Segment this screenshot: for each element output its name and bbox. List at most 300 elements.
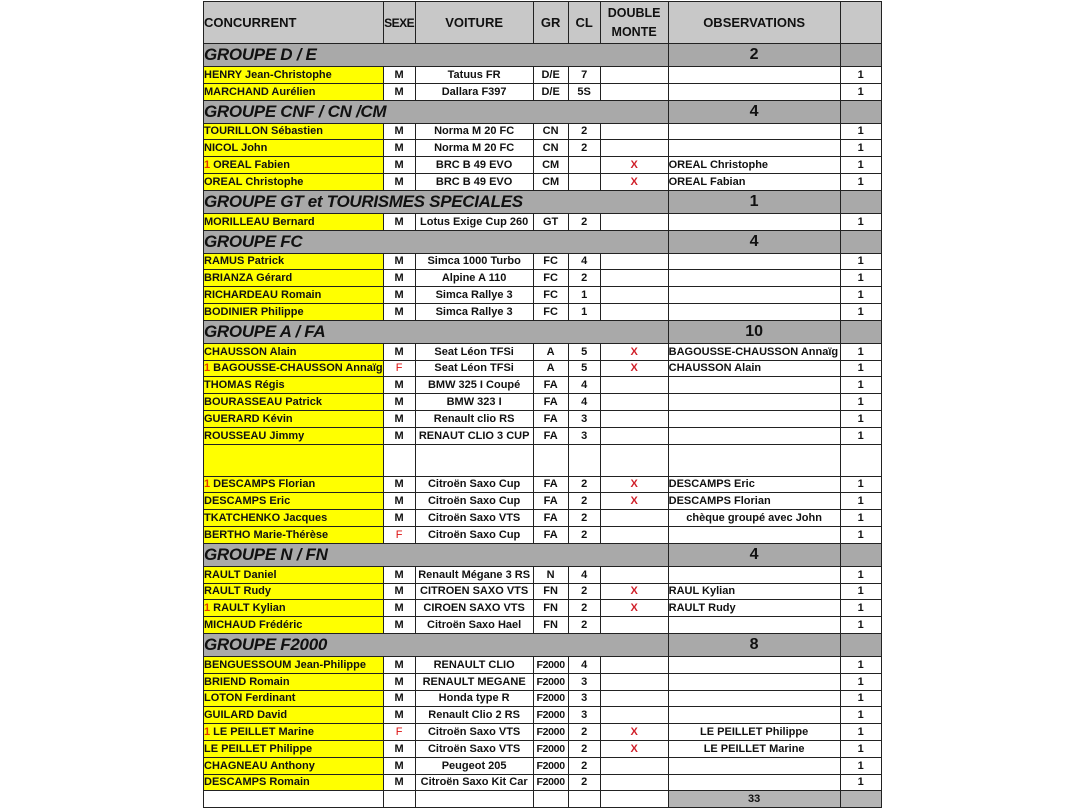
cell-gr: FC: [533, 287, 568, 304]
cell-gr: FA: [533, 476, 568, 493]
cell-voiture: Simca 1000 Turbo: [415, 253, 533, 270]
cell-double-monte: [600, 656, 668, 673]
table-row: [204, 360, 882, 377]
cell-double-monte: [600, 583, 668, 600]
table-body: [204, 44, 882, 808]
cell-count: 1: [840, 566, 881, 583]
cell-observations: [668, 140, 840, 157]
driver-name: GUILARD David: [204, 709, 288, 722]
group-title: GROUPE D / E: [204, 44, 669, 67]
double-monte-mark: X: [630, 495, 638, 508]
cell-voiture: Citroën Saxo VTS: [415, 740, 533, 757]
group-count: 10: [668, 320, 840, 343]
cell-double-monte: [600, 476, 668, 493]
cell-count: 1: [840, 377, 881, 394]
cell-observations: RAULT Rudy: [668, 600, 840, 617]
table-row: [204, 493, 882, 510]
cell-concurrent: [204, 510, 384, 527]
cell-cl: 2: [568, 740, 600, 757]
cell-count: 1: [840, 774, 881, 791]
group-header-row: [204, 633, 882, 656]
cell-observations: DESCAMPS Florian: [668, 493, 840, 510]
cell-observations: [668, 707, 840, 724]
cell-gr: A: [533, 343, 568, 360]
driver-name: RAULT Daniel: [204, 568, 277, 581]
cell-count: 1: [840, 583, 881, 600]
cell-gr: FA: [533, 510, 568, 527]
double-monte-mark: X: [630, 602, 638, 615]
table-row: [204, 566, 882, 583]
cell-voiture: Renault clio RS: [415, 410, 533, 427]
cell-sexe: M: [383, 253, 415, 270]
cell-observations: [668, 303, 840, 320]
cell-gr: FC: [533, 270, 568, 287]
group-count: 4: [668, 230, 840, 253]
cell-voiture: RENAULT MEGANE: [415, 673, 533, 690]
cell-gr: D/E: [533, 83, 568, 100]
cell-voiture: Citroën Saxo Hael: [415, 617, 533, 634]
group-count: 1: [668, 190, 840, 213]
cell-observations: [668, 253, 840, 270]
group-count: 4: [668, 543, 840, 566]
cell-cl: 2: [568, 526, 600, 543]
cell-sexe: M: [383, 493, 415, 510]
cell-voiture: BMW 325 I Coupé: [415, 377, 533, 394]
cell-gr: FA: [533, 410, 568, 427]
group-header-row: [204, 230, 882, 253]
cell-sexe: [383, 444, 415, 476]
cell-double-monte: [600, 673, 668, 690]
cell-gr: CM: [533, 157, 568, 174]
cell-count: 1: [840, 410, 881, 427]
cell-observations: [668, 444, 840, 476]
cell-cl: 3: [568, 690, 600, 707]
cell-double-monte: [600, 140, 668, 157]
cell-voiture: Dallara F397: [415, 83, 533, 100]
cell-double-monte: [600, 757, 668, 774]
cell-observations: [668, 757, 840, 774]
table-row: [204, 757, 882, 774]
cell-double-monte: [600, 690, 668, 707]
double-monte-mark: X: [630, 345, 638, 358]
cell-gr: F2000: [533, 724, 568, 741]
cell-concurrent: [204, 724, 384, 741]
cell-voiture: Norma M 20 FC: [415, 123, 533, 140]
table-row: [204, 740, 882, 757]
cell-concurrent: [204, 360, 384, 377]
cell-count: 1: [840, 690, 881, 707]
cell-double-monte: [600, 360, 668, 377]
cell-voiture: Citroën Saxo Kit Car: [415, 774, 533, 791]
driver-name: RAULT Kylian: [213, 602, 286, 615]
table-row: [204, 707, 882, 724]
first-driver-marker: 1: [204, 478, 211, 491]
cell-concurrent: [204, 673, 384, 690]
cell-voiture: Peugeot 205: [415, 757, 533, 774]
cell-concurrent: [204, 123, 384, 140]
cell-sexe: M: [383, 617, 415, 634]
cell-sexe: M: [383, 656, 415, 673]
cell-sexe: F: [383, 724, 415, 741]
cell-cl: 2: [568, 617, 600, 634]
cell-cl: [568, 173, 600, 190]
cell-double-monte: [600, 253, 668, 270]
driver-name: RAMUS Patrick: [204, 255, 285, 268]
cell-observations: [668, 617, 840, 634]
cell-gr: F2000: [533, 757, 568, 774]
cell-cl: 2: [568, 140, 600, 157]
first-driver-marker: 1: [204, 602, 211, 615]
table-row: [204, 253, 882, 270]
cell-concurrent: [204, 493, 384, 510]
cell-concurrent: [204, 774, 384, 791]
cell-voiture: Norma M 20 FC: [415, 140, 533, 157]
cell-count: 1: [840, 617, 881, 634]
cell-observations: [668, 690, 840, 707]
cell-concurrent: [204, 656, 384, 673]
cell-sexe: M: [383, 67, 415, 84]
driver-name: BERTHO Marie-Thérèse: [204, 528, 329, 541]
group-title: GROUPE N / FN: [204, 543, 669, 566]
cell-count: 1: [840, 673, 881, 690]
cell-gr: CN: [533, 140, 568, 157]
cell-concurrent: [204, 526, 384, 543]
double-monte-mark: X: [630, 742, 638, 755]
cell-cl: 4: [568, 377, 600, 394]
cell-sexe: M: [383, 83, 415, 100]
cell-gr: F2000: [533, 740, 568, 757]
cell-voiture: BRC B 49 EVO: [415, 173, 533, 190]
header-row: [204, 2, 882, 44]
driver-name: DESCAMPS Romain: [204, 776, 310, 789]
cell-voiture: Citroën Saxo Cup: [415, 493, 533, 510]
group-title: GROUPE GT et TOURISMES SPECIALES: [204, 190, 669, 213]
cell-observations: [668, 377, 840, 394]
cell-cl: 2: [568, 493, 600, 510]
driver-name: LOTON Ferdinant: [204, 692, 296, 705]
cell-voiture: [415, 444, 533, 476]
cell-cl: 1: [568, 287, 600, 304]
table-row: [204, 600, 882, 617]
cell-sexe: M: [383, 476, 415, 493]
group-header-row: [204, 543, 882, 566]
cell-sexe: M: [383, 287, 415, 304]
cell-cl: 3: [568, 673, 600, 690]
cell-observations: [668, 410, 840, 427]
cell-observations: DESCAMPS Eric: [668, 476, 840, 493]
cell-concurrent: [204, 67, 384, 84]
cell-observations: OREAL Fabian: [668, 173, 840, 190]
cell-count: [840, 444, 881, 476]
cell-double-monte: [600, 444, 668, 476]
group-title: GROUPE A / FA: [204, 320, 669, 343]
cell-sexe: M: [383, 427, 415, 444]
cell-sexe: M: [383, 757, 415, 774]
table-row: [204, 583, 882, 600]
cell-sexe: M: [383, 123, 415, 140]
driver-name: OREAL Fabien: [213, 159, 290, 172]
cell-sexe: M: [383, 673, 415, 690]
group-header-row: [204, 100, 882, 123]
cell-cl: 2: [568, 600, 600, 617]
cell-double-monte: [600, 394, 668, 411]
cell-cl: 2: [568, 774, 600, 791]
cell-observations: chèque groupé avec John: [668, 510, 840, 527]
cell-observations: [668, 67, 840, 84]
cell-concurrent: [204, 583, 384, 600]
cell-observations: LE PEILLET Marine: [668, 740, 840, 757]
cell-voiture: Citroën Saxo VTS: [415, 510, 533, 527]
cell-double-monte: [600, 270, 668, 287]
group-count-spacer: [840, 230, 881, 253]
driver-name: BOURASSEAU Patrick: [204, 396, 322, 409]
cell-double-monte: [600, 377, 668, 394]
cell-double-monte: [600, 157, 668, 174]
cell-concurrent: [204, 566, 384, 583]
driver-name: DESCAMPS Eric: [204, 495, 291, 508]
cell-voiture: Alpine A 110: [415, 270, 533, 287]
cell-sexe: M: [383, 740, 415, 757]
cell-count: 1: [840, 510, 881, 527]
cell-concurrent: [204, 600, 384, 617]
driver-name: TOURILLON Sébastien: [204, 125, 323, 138]
cell-double-monte: [600, 566, 668, 583]
driver-name: THOMAS Régis: [204, 379, 285, 392]
table-row: [204, 427, 882, 444]
cell-concurrent: [204, 410, 384, 427]
cell-sexe: M: [383, 377, 415, 394]
cell-concurrent: [204, 377, 384, 394]
cell-cl: 2: [568, 583, 600, 600]
cell-concurrent: [204, 707, 384, 724]
cell-cl: 4: [568, 253, 600, 270]
header-double-line2: MONTE: [611, 24, 657, 39]
cell-sexe: M: [383, 173, 415, 190]
first-driver-marker: 1: [204, 362, 211, 375]
table-row: [204, 157, 882, 174]
driver-name: LE PEILLET Philippe: [204, 742, 313, 755]
cell-count: 1: [840, 600, 881, 617]
group-count: 4: [668, 100, 840, 123]
header-sexe: SEXE: [383, 2, 415, 44]
table-row: [204, 510, 882, 527]
cell-concurrent: [204, 617, 384, 634]
table-row: [204, 343, 882, 360]
table-row: [204, 213, 882, 230]
table-row: [204, 303, 882, 320]
header-double-monte: [600, 2, 668, 44]
table-row: [204, 656, 882, 673]
header-double-line1: DOUBLE: [607, 5, 661, 20]
cell-sexe: M: [383, 303, 415, 320]
cell-concurrent: [204, 690, 384, 707]
cell-voiture: BRC B 49 EVO: [415, 157, 533, 174]
cell-double-monte: [600, 303, 668, 320]
table-row: [204, 690, 882, 707]
cell-gr: FA: [533, 394, 568, 411]
table-row: [204, 410, 882, 427]
cell-cl: 2: [568, 123, 600, 140]
cell-voiture: RENAULT CLIO: [415, 656, 533, 673]
cell-sexe: M: [383, 707, 415, 724]
cell-double-monte: [600, 427, 668, 444]
cell-sexe: M: [383, 343, 415, 360]
cell-count: 1: [840, 157, 881, 174]
cell-cl: 5: [568, 360, 600, 377]
cell-gr: F2000: [533, 656, 568, 673]
group-count-spacer: [840, 543, 881, 566]
group-header-row: [204, 44, 882, 67]
header-voiture: VOITURE: [415, 2, 533, 44]
cell-cl: 1: [568, 303, 600, 320]
cell-cl: 2: [568, 510, 600, 527]
group-count-spacer: [840, 320, 881, 343]
cell-gr: FN: [533, 600, 568, 617]
cell-concurrent: [204, 287, 384, 304]
cell-gr: D/E: [533, 67, 568, 84]
cell-gr: FA: [533, 427, 568, 444]
cell-gr: FC: [533, 253, 568, 270]
cell-gr: CM: [533, 173, 568, 190]
group-title: GROUPE F2000: [204, 633, 669, 656]
cell-count: 1: [840, 270, 881, 287]
cell-observations: [668, 566, 840, 583]
cell-voiture: Citroën Saxo Cup: [415, 526, 533, 543]
cell-gr: FN: [533, 583, 568, 600]
driver-name: BRIANZA Gérard: [204, 272, 293, 285]
cell-voiture: Lotus Exige Cup 260: [415, 213, 533, 230]
group-count-spacer: [840, 190, 881, 213]
cell-concurrent: [204, 270, 384, 287]
first-driver-marker: 1: [204, 726, 211, 738]
cell-cl: 3: [568, 707, 600, 724]
cell-sexe: M: [383, 394, 415, 411]
total-spacer: [840, 791, 881, 808]
cell-sexe: M: [383, 583, 415, 600]
table-row: [204, 83, 882, 100]
cell-double-monte: [600, 173, 668, 190]
driver-name: OREAL Christophe: [204, 175, 304, 188]
cell-cl: 2: [568, 724, 600, 741]
cell-double-monte: [600, 410, 668, 427]
cell-cl: [568, 157, 600, 174]
cell-cl: 4: [568, 394, 600, 411]
group-header-row: [204, 190, 882, 213]
total-empty-cell: [568, 791, 600, 808]
cell-sexe: M: [383, 774, 415, 791]
cell-concurrent: [204, 83, 384, 100]
cell-voiture: Renault Mégane 3 RS: [415, 566, 533, 583]
group-title: GROUPE FC: [204, 230, 669, 253]
cell-count: 1: [840, 360, 881, 377]
cell-gr: A: [533, 360, 568, 377]
cell-observations: [668, 673, 840, 690]
total-count: 33: [668, 791, 840, 808]
table-row: [204, 673, 882, 690]
cell-observations: RAUL Kylian: [668, 583, 840, 600]
cell-sexe: M: [383, 213, 415, 230]
header-gr: GR: [533, 2, 568, 44]
cell-sexe: M: [383, 510, 415, 527]
total-empty-cell: [415, 791, 533, 808]
cell-double-monte: [600, 287, 668, 304]
table-row: [204, 394, 882, 411]
cell-double-monte: [600, 600, 668, 617]
group-count-spacer: [840, 100, 881, 123]
cell-observations: [668, 774, 840, 791]
cell-double-monte: [600, 343, 668, 360]
cell-voiture: Renault Clio 2 RS: [415, 707, 533, 724]
cell-concurrent: [204, 427, 384, 444]
group-count: 2: [668, 44, 840, 67]
cell-double-monte: [600, 83, 668, 100]
table-row: [204, 123, 882, 140]
cell-cl: 3: [568, 410, 600, 427]
cell-count: 1: [840, 67, 881, 84]
cell-double-monte: [600, 493, 668, 510]
cell-concurrent: [204, 173, 384, 190]
cell-count: 1: [840, 83, 881, 100]
cell-count: 1: [840, 213, 881, 230]
driver-name: DESCAMPS Florian: [213, 478, 316, 491]
double-monte-mark: X: [630, 159, 638, 172]
driver-name: RAULT Rudy: [204, 585, 272, 598]
cell-voiture: Honda type R: [415, 690, 533, 707]
cell-observations: [668, 287, 840, 304]
cell-sexe: M: [383, 140, 415, 157]
cell-double-monte: [600, 67, 668, 84]
cell-concurrent: [204, 394, 384, 411]
table-row: [204, 444, 882, 476]
cell-gr: FA: [533, 526, 568, 543]
cell-sexe: M: [383, 410, 415, 427]
cell-count: 1: [840, 140, 881, 157]
cell-concurrent: [204, 343, 384, 360]
driver-name: LE PEILLET Marine: [213, 726, 314, 738]
total-empty-cell: [600, 791, 668, 808]
cell-double-monte: [600, 707, 668, 724]
cell-cl: 2: [568, 213, 600, 230]
table-row: [204, 287, 882, 304]
cell-observations: BAGOUSSE-CHAUSSON Annaïg: [668, 343, 840, 360]
cell-sexe: M: [383, 600, 415, 617]
cell-count: 1: [840, 343, 881, 360]
cell-voiture: Seat Léon TFSi: [415, 343, 533, 360]
cell-double-monte: [600, 740, 668, 757]
cell-double-monte: [600, 510, 668, 527]
cell-sexe: M: [383, 690, 415, 707]
total-row: [204, 791, 882, 808]
cell-observations: CHAUSSON Alain: [668, 360, 840, 377]
cell-cl: [568, 444, 600, 476]
table-row: [204, 67, 882, 84]
cell-count: 1: [840, 476, 881, 493]
driver-name: MARCHAND Aurélien: [204, 85, 316, 98]
driver-name: BRIEND Romain: [204, 675, 290, 688]
total-empty-cell: [533, 791, 568, 808]
cell-voiture: Simca Rallye 3: [415, 303, 533, 320]
double-monte-mark: X: [630, 478, 638, 491]
double-monte-mark: X: [630, 726, 638, 738]
entry-list-table: [203, 1, 882, 808]
table-row: [204, 140, 882, 157]
cell-concurrent: [204, 140, 384, 157]
cell-observations: OREAL Christophe: [668, 157, 840, 174]
cell-cl: 5S: [568, 83, 600, 100]
driver-name: BENGUESSOUM Jean-Philippe: [204, 658, 366, 671]
driver-name: MORILLEAU Bernard: [204, 215, 315, 228]
total-empty-cell: [383, 791, 415, 808]
